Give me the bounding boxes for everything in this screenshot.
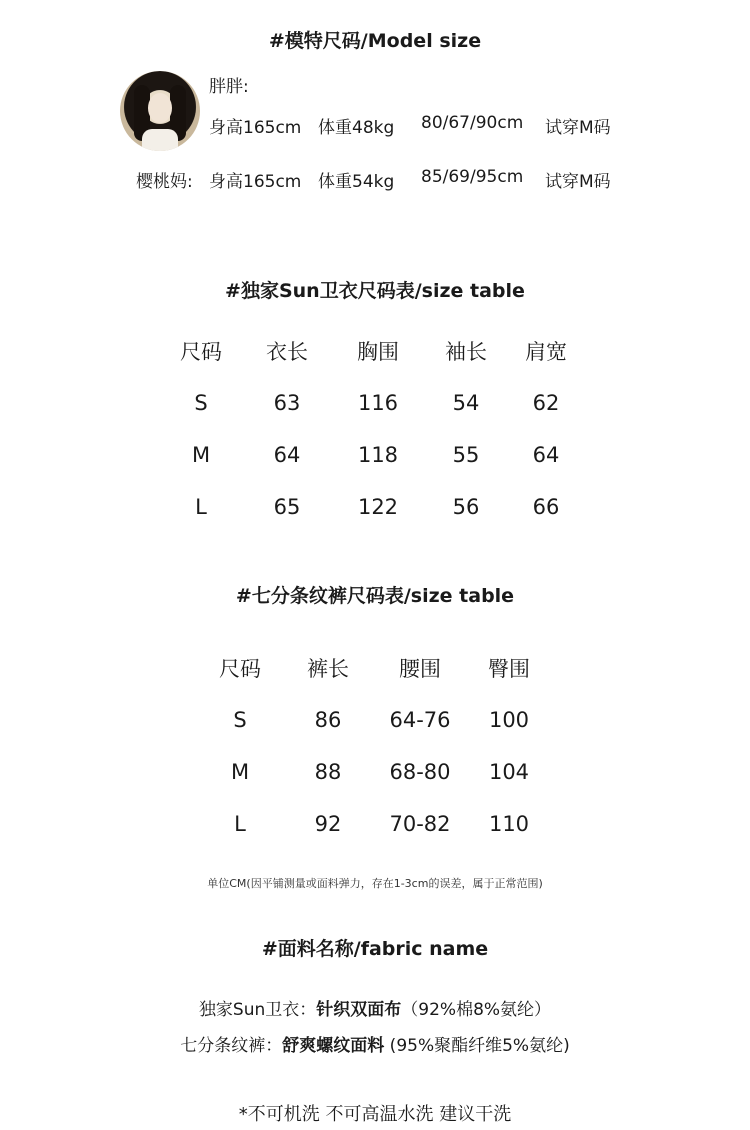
table-cell: 62: [532, 391, 560, 415]
measurement-note: 单位CM(因平铺测量或面料弹力，存在1-3cm的误差，属于正常范围): [207, 877, 543, 890]
table-cell: 64: [273, 443, 301, 467]
table-cell: M: [191, 443, 211, 467]
table-cell: 116: [357, 391, 399, 415]
care-instructions: *不可机洗 不可高温水洗 建议干洗: [238, 1104, 512, 1125]
table-cell: 104: [488, 760, 530, 784]
table-row: [198, 694, 552, 746]
model2-weight: 体重54kg: [318, 172, 395, 192]
table-cell: 54: [452, 391, 480, 415]
table-cell: 100: [488, 708, 530, 732]
model-avatar: [120, 71, 200, 151]
model1-name: 胖胖:: [209, 77, 249, 97]
table-header-row: [160, 325, 584, 377]
fabric-name: 针织双面布: [316, 1000, 402, 1020]
table-cell: S: [194, 391, 208, 415]
pants-size-table: [198, 642, 552, 850]
model2-measurements: 85/69/95cm: [421, 167, 524, 187]
table-row: [160, 377, 584, 429]
table-header-cell: 胸围: [357, 340, 399, 364]
table-header-cell: 臀围: [488, 657, 530, 681]
model-size-title: #模特尺码/Model size: [268, 30, 482, 52]
table-cell: 68-80: [389, 760, 451, 784]
table-header-cell: 袖长: [445, 340, 487, 364]
table-cell: 66: [532, 495, 560, 519]
table-cell: 65: [273, 495, 301, 519]
model1-measurements: 80/67/90cm: [421, 113, 524, 133]
model2-height: 身高165cm: [209, 172, 302, 192]
table-header-row: [198, 642, 552, 694]
table-cell: 110: [488, 812, 530, 836]
table-header-cell: 腰围: [399, 657, 441, 681]
fabric-composition: (95%聚酯纤维5%氨纶): [384, 1036, 570, 1056]
table-header-cell: 尺码: [180, 340, 222, 364]
table-header-cell: 肩宽: [525, 340, 567, 364]
table-cell: 88: [314, 760, 342, 784]
model1-weight: 体重48kg: [318, 118, 395, 138]
table-header-cell: 尺码: [219, 657, 261, 681]
table-cell: 63: [273, 391, 301, 415]
table-row: [160, 481, 584, 533]
table-cell: L: [195, 495, 207, 519]
hoodie-table-title: #独家Sun卫衣尺码表/size table: [225, 280, 525, 302]
fabric-label: 七分条纹裤：: [180, 1036, 283, 1056]
table-row: [198, 798, 552, 850]
fabric-line-hoodie: [0, 995, 750, 1020]
hoodie-size-table: [160, 325, 584, 533]
table-cell: 56: [452, 495, 480, 519]
fabric-line-pants: [0, 1031, 750, 1056]
table-cell: 92: [314, 812, 342, 836]
table-cell: 86: [314, 708, 342, 732]
table-cell: M: [230, 760, 250, 784]
table-row: [198, 746, 552, 798]
table-cell: 64-76: [389, 708, 451, 732]
fabric-composition: （92%棉8%氨纶）: [401, 1000, 552, 1020]
pants-table-title: #七分条纹裤尺码表/size table: [235, 585, 515, 607]
fabric-title: #面料名称/fabric name: [261, 938, 489, 960]
model2-tried-size: 试穿M码: [545, 172, 611, 192]
model1-height: 身高165cm: [209, 118, 302, 138]
table-header-cell: 衣长: [266, 340, 308, 364]
model2-name: 樱桃妈:: [136, 172, 193, 192]
model1-tried-size: 试穿M码: [545, 118, 611, 138]
table-cell: L: [234, 812, 246, 836]
table-cell: 70-82: [389, 812, 451, 836]
table-cell: 118: [357, 443, 399, 467]
table-cell: 64: [532, 443, 560, 467]
table-row: [160, 429, 584, 481]
table-header-cell: 裤长: [307, 657, 349, 681]
fabric-name: 舒爽螺纹面料: [282, 1036, 385, 1056]
fabric-label: 独家Sun卫衣：: [198, 1000, 317, 1020]
table-cell: 122: [357, 495, 399, 519]
table-cell: S: [233, 708, 247, 732]
table-cell: 55: [452, 443, 480, 467]
